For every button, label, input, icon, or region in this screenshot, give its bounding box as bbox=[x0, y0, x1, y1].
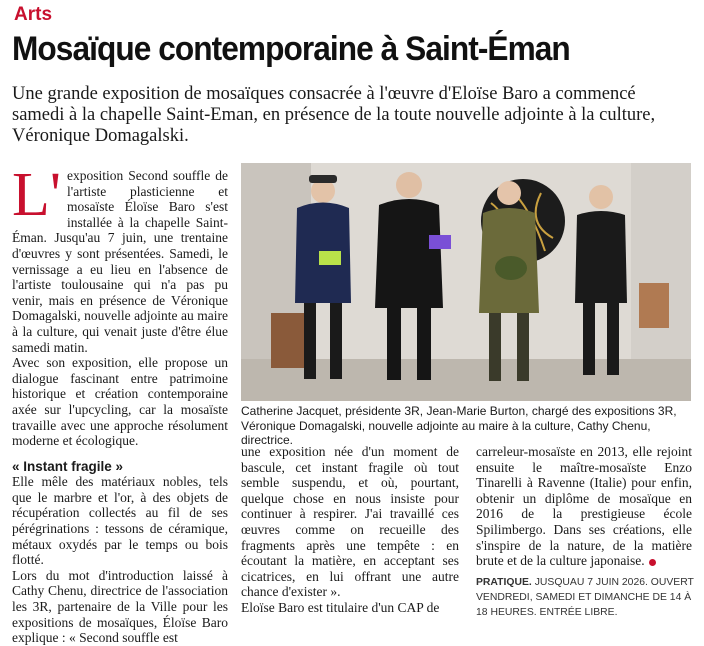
article-paragraph bbox=[12, 161, 228, 355]
paragraph-2: Avec son exposition, elle propose un dialogue fascinant entre patrimoine historique et création contemporaine axée sur l'upcycling, car la mosaïste travaille avec une approche résolument moderne et écologique. bbox=[12, 355, 228, 449]
paragraph-3: Elle mêle des matériaux nobles, tels que le marbre et l'or, à des objets de récupération collectés au fil de ses pérégrinations : tessons de céramique, métaux oxydés par le temps ou bois flotté. bbox=[12, 474, 228, 568]
photo bbox=[241, 163, 691, 401]
article-column-1 bbox=[12, 161, 228, 646]
paragraph-7 bbox=[476, 444, 692, 569]
practical-info bbox=[476, 575, 698, 620]
article-column-2 bbox=[241, 444, 459, 616]
photo-illustration bbox=[241, 163, 691, 401]
paragraph-4: Lors du mot d'introduction laissé à Cathy Chenu, directrice de l'association les 3R, partenaire de la Ville pour les expositions de mosaïques, Éloïse Baro explique : « Second souffle est bbox=[12, 567, 228, 646]
paragraph-1: exposition Second souffle de l'artiste plasticienne et mosaïste Éloïse Baro s'est installée à la chapelle Saint-Éman. Jusqu'au 7 juin, une trentaine d'œuvres y sont présentées. Samedi, le vernissage a eu lieu en l'absence de l'artiste toulousaine qui n'a pas pu venir, mais en présence de Véronique Domagalski, nouvelle adjointe au maire à la culture, qui venait juste d'être élue samedi matin. bbox=[12, 168, 228, 355]
section-rubric: Arts bbox=[14, 4, 53, 25]
article-column-3 bbox=[476, 444, 692, 569]
practical-text: JUSQUAU 7 JUIN 2026. OUVERT VENDREDI, SAMEDI ET DIMANCHE DE 14 À 18 HEURES. ENTRÉE LIBRE. bbox=[476, 577, 694, 618]
subhead: « Instant fragile » bbox=[12, 458, 124, 474]
paragraph-7-text: carreleur-mosaïste en 2013, elle rejoint ensuite le maître-mosaïste Enzo Tinarelli à Ravenne (Italie) pour enfin, obtenir un diplôme de mosaïque en 2016 de la prestigieuse école Spilimbergo. Dans ses créations, elle s'inspire de la nature, de la matière brute et de la culture japonaise. bbox=[476, 444, 692, 569]
photo-caption: Catherine Jacquet, présidente 3R, Jean-Marie Burton, chargé des expositions 3R, Véronique Domagalski, nouvelle adjointe au maire à la culture, Cathy Chenu, directrice. bbox=[241, 404, 677, 447]
paragraph-5: une exposition née d'un moment de bascule, cet instant fragile où tout semble suspendu, et où, pourtant, quelque chose en nous insiste pour continuer à respirer. J'ai travaillé ces œuvres comme on recueille des fragments après une tempête : en écoutant la matière, en acceptant ses cicatrices, en lui offrant une autre chance d'exister ». bbox=[241, 444, 459, 600]
headline: Mosaïque contemporaine à Saint-Éman bbox=[12, 30, 570, 68]
paragraph-6: Eloïse Baro est titulaire d'un CAP de bbox=[241, 599, 440, 615]
practical-label: PRATIQUE. bbox=[476, 577, 532, 588]
lede: Une grande exposition de mosaïques consacrée à l'œuvre d'Eloïse Baro a commencé samedi à la chapelle Saint-Eman, en présence de la toute nouvelle adjointe à la culture, Véronique Domagalski. bbox=[12, 84, 656, 146]
end-mark-icon bbox=[649, 559, 656, 566]
dropcap: L' bbox=[12, 161, 62, 229]
